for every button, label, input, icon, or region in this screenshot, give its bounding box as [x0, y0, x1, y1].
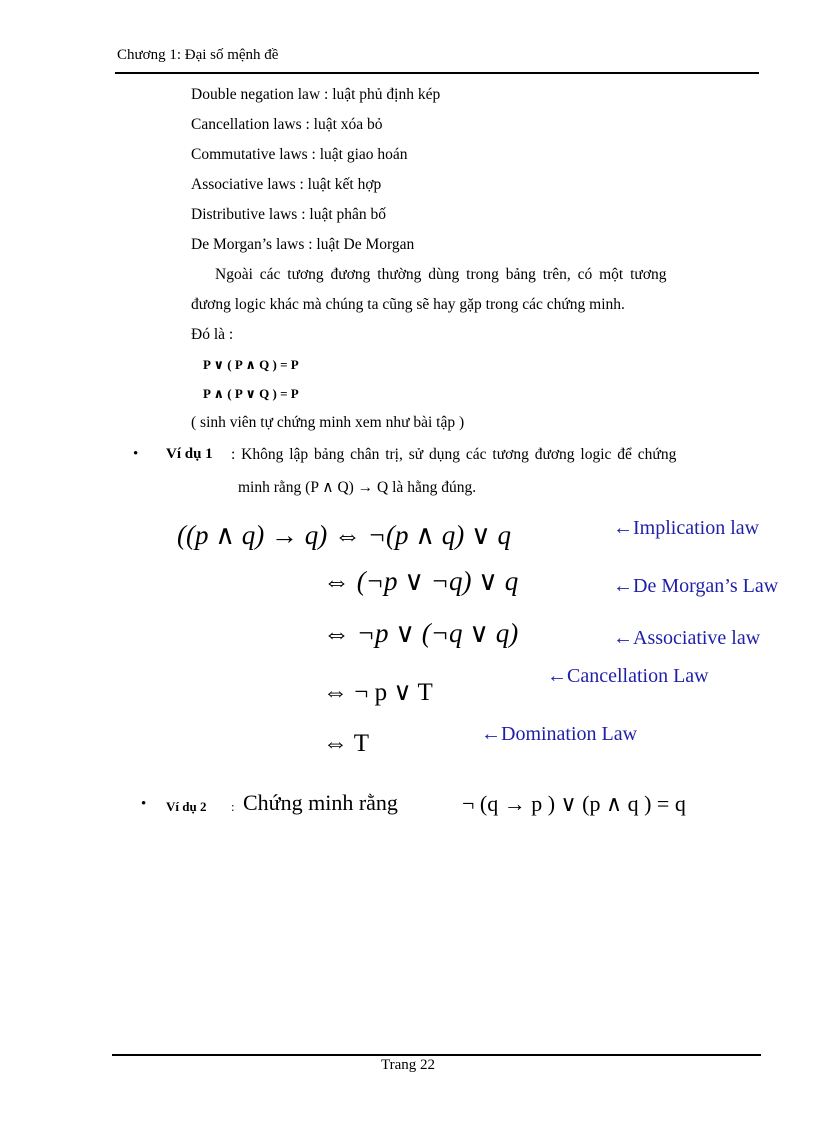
header-rule	[115, 72, 759, 74]
chapter-title: Chương 1: Đại số mệnh đề	[117, 47, 279, 63]
law-annotation-associative: ←Associative law	[613, 627, 761, 649]
example-2-colon: :	[231, 799, 235, 814]
bullet-example-1: •	[133, 446, 139, 462]
page-number: Trang 22	[380, 1057, 436, 1073]
law-commutative: Commutative laws : luật giao hoán	[191, 146, 408, 163]
derivation-step-3: ⇔ ¬p ∨ (¬q ∨ q)	[323, 618, 519, 648]
derivation-step-2: ⇔ (¬p ∨ ¬q) ∨ q	[323, 566, 519, 596]
law-de-morgan: De Morgan’s laws : luật De Morgan	[191, 236, 415, 253]
footer-rule	[112, 1054, 761, 1056]
derivation-step-4: ⇔ ¬ p ∨ T	[323, 679, 433, 706]
derivation-step-1: ((p ∧ q) → q) ⇔ ¬(p ∧ q) ∨ q	[177, 520, 511, 550]
example-2-text: Chứng minh rằng	[243, 790, 398, 815]
bullet-example-2: •	[141, 796, 147, 812]
example-1-text-line-2: minh rằng (P ∧ Q) → Q là hằng đúng.	[238, 479, 477, 496]
formula-absorption-1: P ∨ ( P ∧ Q ) = P	[203, 357, 299, 372]
law-annotation-de-morgan: ←De Morgan’s Law	[613, 575, 779, 597]
law-double-negation: Double negation law : luật phủ định kép	[191, 86, 441, 103]
paragraph-line-2: đương logic khác mà chúng ta cũng sẽ hay gặp trong các chứng minh.	[191, 296, 625, 313]
law-associative: Associative laws : luật kết hợp	[191, 176, 382, 193]
law-distributive: Distributive laws : luật phân bố	[191, 206, 387, 223]
example-2-expression: ¬ (q → p ) ∨ (p ∧ q ) = q	[462, 791, 686, 816]
formula-absorption-2: P ∧ ( P ∨ Q ) = P	[203, 386, 299, 401]
example-1-text-line-1: : Không lập bảng chân trị, sử dụng các tương đương logic để chứng	[231, 446, 677, 463]
law-cancellation: Cancellation laws : luật xóa bỏ	[191, 116, 383, 133]
paragraph-line-1: Ngoài các tương đương thường dùng trong bảng trên, có một tương	[215, 266, 667, 283]
example-1-label: Ví dụ 1	[166, 446, 213, 462]
law-annotation-cancellation: ←Cancellation Law	[547, 665, 709, 687]
law-annotation-implication: ←Implication law	[613, 517, 760, 539]
law-annotation-domination: ←Domination Law	[481, 723, 638, 745]
example-2-label: Ví dụ 2	[166, 799, 207, 814]
derivation-step-5: ⇔ T	[323, 730, 370, 757]
exercise-note: ( sinh viên tự chứng minh xem như bài tập )	[191, 414, 465, 431]
paragraph-intro: Đó là :	[191, 326, 234, 343]
